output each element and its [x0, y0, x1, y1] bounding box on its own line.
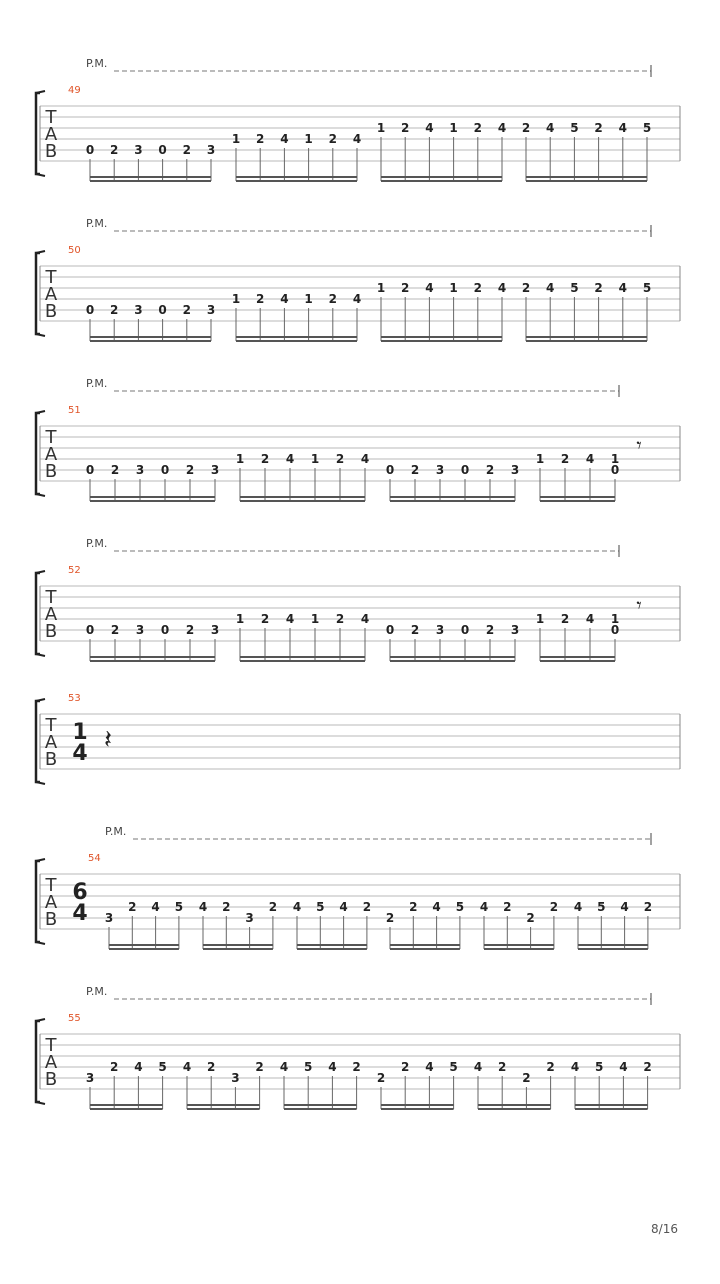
eighth-rest: 𝄾	[636, 433, 642, 457]
fret-number: 2	[335, 452, 345, 466]
bracket-bottom-hook	[36, 174, 45, 176]
fret-number: 4	[151, 900, 160, 914]
system-bracket	[36, 93, 40, 174]
fret-number: 4	[573, 900, 583, 914]
bracket-bottom-hook	[36, 334, 45, 336]
tab-system-54	[36, 825, 680, 949]
fret-number: 2	[560, 452, 570, 466]
fret-number: 3	[435, 463, 445, 477]
fret-number: 3	[210, 463, 220, 477]
fret-number: 0	[85, 303, 95, 317]
fret-number: 2	[362, 900, 372, 914]
tab-clef-letter: B	[44, 1069, 58, 1090]
tab-clef-letter: T	[45, 427, 57, 448]
fret-number: 5	[642, 121, 652, 135]
fret-number: 2	[110, 1060, 119, 1074]
fret-number: 0	[160, 623, 170, 637]
measure-number: 49	[68, 85, 81, 96]
fret-number: 2	[409, 900, 418, 914]
fret-number: 1	[376, 281, 386, 295]
fret-number: 1	[304, 292, 313, 306]
fret-number: 0	[158, 303, 167, 317]
fret-number: 4	[570, 1060, 580, 1074]
fret-number: 2	[328, 292, 337, 306]
fret-number: 5	[597, 900, 606, 914]
fret-number: 2	[222, 900, 231, 914]
system-bracket	[36, 701, 40, 782]
fret-number: 2	[182, 303, 191, 317]
fret-number: 3	[435, 623, 445, 637]
tab-clef-letter: A	[44, 732, 58, 753]
bracket-top-hook	[36, 859, 45, 861]
fret-number: 2	[328, 132, 337, 146]
fret-number: 0	[385, 463, 395, 477]
fret-number: 3	[206, 303, 216, 317]
fret-number: 3	[85, 1071, 95, 1085]
fret-number: 2	[522, 1071, 531, 1085]
fret-number: 2	[260, 612, 270, 626]
bracket-top-hook	[36, 251, 45, 253]
bracket-bottom-hook	[36, 782, 45, 784]
tab-system-51	[36, 377, 680, 501]
fret-number: 4	[546, 121, 555, 135]
fret-number: 4	[339, 900, 348, 914]
measure-number: 50	[68, 245, 81, 256]
tab-clef-letter: T	[45, 715, 57, 736]
fret-number: 4	[425, 121, 434, 135]
palm-mute-label: P.M.	[86, 57, 108, 70]
palm-mute-label: P.M.	[86, 217, 108, 230]
fret-number: 4	[182, 1060, 192, 1074]
fret-number: 1	[235, 452, 245, 466]
fret-number: 1	[610, 452, 620, 466]
fret-number: 1	[304, 132, 313, 146]
fret-number: 4	[292, 900, 302, 914]
fret-number: 2	[526, 911, 535, 925]
page-number: 8/16	[651, 1222, 678, 1236]
fret-number: 4	[285, 452, 295, 466]
fret-number: 4	[285, 612, 295, 626]
bracket-top-hook	[36, 91, 45, 93]
fret-number: 2	[546, 1060, 555, 1074]
tab-clef-letter: B	[44, 749, 58, 770]
fret-number: 2	[255, 1060, 264, 1074]
fret-number: 4	[134, 1060, 143, 1074]
fret-number: 1	[376, 121, 386, 135]
tab-clef-letter: A	[44, 444, 58, 465]
fret-number: 2	[485, 463, 495, 477]
tab-clef-letter: T	[45, 267, 57, 288]
fret-number: 4	[497, 281, 507, 295]
fret-number: 2	[335, 612, 345, 626]
fret-number: 1	[235, 612, 245, 626]
fret-number: 2	[128, 900, 137, 914]
time-signature-bottom: 4	[72, 901, 88, 926]
fret-number: 4	[279, 1060, 289, 1074]
fret-number: 5	[455, 900, 465, 914]
palm-mute-label: P.M.	[86, 537, 108, 550]
fret-number: 2	[385, 911, 395, 925]
bracket-top-hook	[36, 411, 45, 413]
fret-number: 1	[231, 292, 241, 306]
fret-number: 2	[401, 281, 410, 295]
fret-number: 2	[376, 1071, 386, 1085]
fret-number: 5	[642, 281, 652, 295]
fret-number: 2	[256, 292, 265, 306]
fret-number: 3	[210, 623, 220, 637]
beam-group	[386, 463, 519, 501]
fret-number: 5	[304, 1060, 313, 1074]
fret-number: 1	[535, 612, 545, 626]
fret-number: 4	[328, 1060, 337, 1074]
fret-number: 2	[260, 452, 270, 466]
fret-number: 3	[510, 623, 520, 637]
fret-number: 3	[510, 463, 520, 477]
fret-number: 0	[460, 463, 470, 477]
measure-number: 53	[68, 693, 81, 704]
fret-number: 0	[160, 463, 170, 477]
fret-number: 0	[158, 143, 167, 157]
bracket-bottom-hook	[36, 942, 45, 944]
system-bracket	[36, 573, 40, 654]
fret-number: 1	[449, 281, 458, 295]
fret-number: 3	[231, 1071, 240, 1085]
fret-number: 5	[570, 121, 579, 135]
fret-number: 0	[85, 623, 95, 637]
beam-group	[522, 281, 651, 341]
fret-number: 4	[280, 132, 289, 146]
beam-group	[386, 623, 519, 661]
fret-number: 2	[498, 1060, 507, 1074]
fret-number: 3	[135, 463, 145, 477]
time-signature-top: 6	[72, 880, 88, 905]
quarter-rest: 𝄽	[104, 725, 112, 755]
fret-number: 2	[185, 463, 195, 477]
fret-number: 0	[85, 143, 95, 157]
fret-number: 2	[110, 463, 120, 477]
tab-clef-letter: A	[44, 892, 58, 913]
fret-number: 2	[549, 900, 559, 914]
fret-number: 2	[268, 900, 278, 914]
fret-number: 4	[618, 281, 627, 295]
fret-number: 4	[432, 900, 441, 914]
fret-number: 2	[521, 281, 531, 295]
fret-number: 5	[570, 281, 579, 295]
fret-number: 4	[360, 612, 370, 626]
beam-group	[377, 281, 506, 341]
fret-number: 4	[280, 292, 289, 306]
tab-clef-letter: A	[44, 284, 58, 305]
system-bracket	[36, 413, 40, 494]
palm-mute-label: P.M.	[86, 377, 108, 390]
bracket-bottom-hook	[36, 494, 45, 496]
system-bracket	[36, 1021, 40, 1102]
fret-number: 2	[110, 143, 119, 157]
fret-number: 5	[174, 900, 184, 914]
fret-number: 0	[610, 623, 620, 637]
fret-number: 0	[85, 463, 95, 477]
tab-clef-letter: B	[44, 461, 58, 482]
fret-number: 1	[535, 452, 545, 466]
fret-number: 2	[256, 132, 265, 146]
time-signature-bottom: 4	[72, 741, 88, 766]
system-bracket	[36, 253, 40, 334]
fret-number: 3	[135, 623, 145, 637]
fret-number: 2	[594, 281, 603, 295]
fret-number: 2	[410, 623, 420, 637]
fret-number: 2	[521, 121, 531, 135]
bracket-bottom-hook	[36, 1102, 45, 1104]
beam-group	[522, 121, 651, 181]
measure-number: 54	[88, 853, 101, 864]
fret-number: 4	[479, 900, 489, 914]
fret-number: 2	[401, 121, 410, 135]
fret-number: 2	[503, 900, 512, 914]
fret-number: 2	[560, 612, 570, 626]
bracket-bottom-hook	[36, 654, 45, 656]
system-bracket	[36, 861, 40, 942]
fret-number: 5	[595, 1060, 604, 1074]
beam-group	[377, 121, 506, 181]
fret-number: 4	[546, 281, 555, 295]
fret-number: 3	[134, 303, 143, 317]
tab-clef-letter: T	[45, 587, 57, 608]
tab-clef-letter: A	[44, 604, 58, 625]
fret-number: 5	[449, 1060, 458, 1074]
fret-number: 4	[497, 121, 507, 135]
tab-system-55	[36, 985, 680, 1109]
fret-number: 0	[460, 623, 470, 637]
fret-number: 3	[104, 911, 114, 925]
fret-number: 2	[473, 281, 482, 295]
fret-number: 2	[643, 900, 653, 914]
fret-number: 2	[594, 121, 603, 135]
fret-number: 4	[352, 132, 362, 146]
fret-number: 4	[360, 452, 370, 466]
fret-number: 4	[198, 900, 208, 914]
fret-number: 4	[619, 1060, 628, 1074]
fret-number: 0	[610, 463, 620, 477]
tab-clef-letter: B	[44, 621, 58, 642]
tab-system-53	[36, 693, 680, 784]
measure-number: 51	[68, 405, 81, 416]
palm-mute-label: P.M.	[105, 825, 127, 838]
fret-number: 1	[610, 612, 620, 626]
fret-number: 4	[618, 121, 627, 135]
fret-number: 2	[110, 623, 120, 637]
time-signature-top: 1	[72, 720, 88, 745]
fret-number: 4	[352, 292, 362, 306]
tab-clef-letter: A	[44, 124, 58, 145]
fret-number: 2	[207, 1060, 216, 1074]
fret-number: 2	[352, 1060, 361, 1074]
fret-number: 4	[620, 900, 629, 914]
fret-number: 4	[425, 281, 434, 295]
fret-number: 2	[182, 143, 191, 157]
fret-number: 1	[449, 121, 458, 135]
tab-system-52	[36, 537, 680, 661]
fret-number: 1	[310, 452, 320, 466]
tab-system-50	[36, 217, 680, 341]
beam-group	[86, 463, 219, 501]
fret-number: 5	[316, 900, 325, 914]
tab-clef-letter: T	[45, 107, 57, 128]
tab-clef-letter: B	[44, 141, 58, 162]
fret-number: 4	[585, 612, 595, 626]
palm-mute-label: P.M.	[86, 985, 108, 998]
bracket-top-hook	[36, 1019, 45, 1021]
fret-number: 2	[485, 623, 495, 637]
fret-number: 1	[310, 612, 320, 626]
measure-number: 52	[68, 565, 81, 576]
fret-number: 2	[401, 1060, 410, 1074]
fret-number: 2	[185, 623, 195, 637]
fret-number: 2	[110, 303, 119, 317]
fret-number: 2	[643, 1060, 652, 1074]
tab-clef-letter: T	[45, 1035, 57, 1056]
fret-number: 3	[245, 911, 254, 925]
fret-number: 3	[134, 143, 143, 157]
tab-clef-letter: B	[44, 909, 58, 930]
tab-system-49	[36, 57, 680, 181]
fret-number: 5	[158, 1060, 167, 1074]
beam-group	[86, 143, 215, 181]
tab-clef-letter: T	[45, 875, 57, 896]
beam-group	[86, 303, 215, 341]
fret-number: 3	[206, 143, 216, 157]
fret-number: 0	[385, 623, 395, 637]
fret-number: 2	[410, 463, 420, 477]
tab-clef-letter: B	[44, 301, 58, 322]
fret-number: 2	[473, 121, 482, 135]
tab-clef-letter: A	[44, 1052, 58, 1073]
beam-group	[86, 623, 219, 661]
fret-number: 4	[585, 452, 595, 466]
fret-number: 1	[231, 132, 241, 146]
measure-number: 55	[68, 1013, 81, 1024]
fret-number: 4	[425, 1060, 434, 1074]
bracket-top-hook	[36, 699, 45, 701]
fret-number: 4	[473, 1060, 483, 1074]
eighth-rest: 𝄾	[636, 593, 642, 617]
bracket-top-hook	[36, 571, 45, 573]
